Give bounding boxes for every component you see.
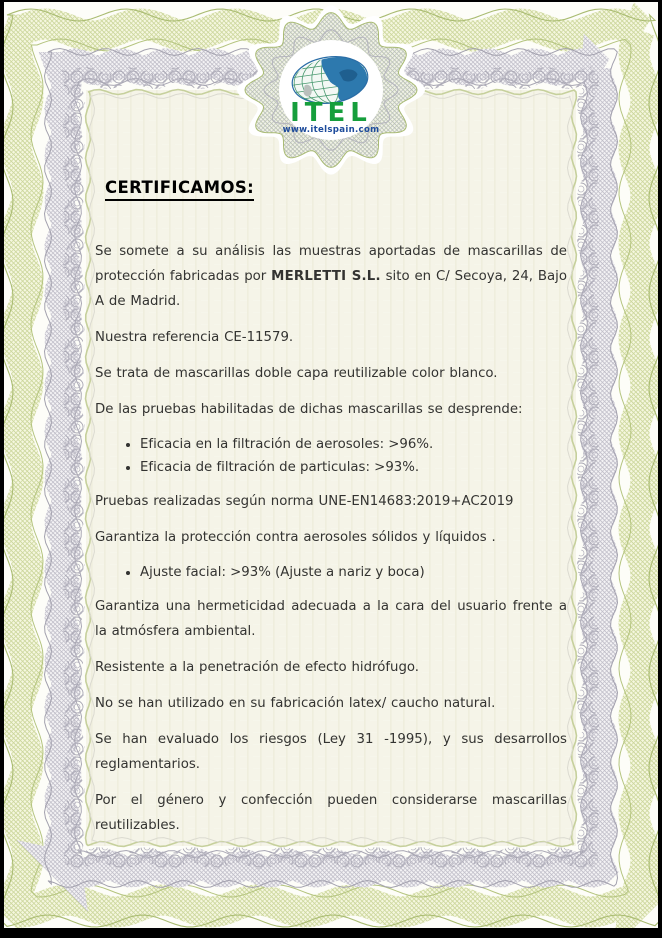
paragraph: Garantiza una hermeticidad adecuada a la cara del usuario frente a la atmósfera ambiental. — [95, 599, 567, 639]
bullet-list — [95, 433, 567, 479]
paragraph: Se trata de mascarillas doble capa reutilizable color blanco. — [95, 366, 498, 381]
certificate-text-blocks — [95, 239, 567, 838]
itel-url: www.itelspain.com — [282, 125, 380, 135]
itel-wordmark: ITEL — [290, 98, 372, 128]
certificate-title: CERTIFICAMOS: — [105, 178, 254, 201]
bullet-item: • Eficacia de filtración de particulas: >93%. — [140, 456, 567, 479]
paragraph: Por el género y confección pueden considerarse mascarillas reutilizables. — [95, 793, 567, 833]
paragraph: Garantiza la protección contra aerosoles sólidos y líquidos . — [95, 530, 496, 545]
paragraph: Se somete a su análisis las muestras aportadas de mascarillas de protección fabricadas por MERLETTI S.L. sito en C/ Secoya, 24, Bajo A de Madrid. — [95, 244, 568, 309]
bullet-item: • Ajuste facial: >93% (Ajuste a nariz y boca) — [140, 561, 567, 584]
bullet-list — [95, 561, 567, 584]
paragraph: Se han evaluado los riesgos (Ley 31 -1995), y sus desarrollos reglamentarios. — [95, 732, 567, 772]
certificate-title-row — [105, 178, 567, 197]
certificate-body — [95, 170, 567, 849]
bullet-item: • Eficacia en la filtración de aerosoles: >96%. — [140, 433, 567, 456]
paragraph: Pruebas realizadas según norma UNE-EN14683:2019+AC2019 — [95, 494, 514, 509]
paragraph: De las pruebas habilitadas de dichas mascarillas se desprende: — [95, 402, 523, 417]
paragraph: Nuestra referencia CE-11579. — [95, 330, 294, 345]
paragraph: No se han utilizado en su fabricación latex/ caucho natural. — [95, 696, 496, 711]
paragraph: Resistente a la penetración de efecto hidrófugo. — [95, 660, 420, 675]
